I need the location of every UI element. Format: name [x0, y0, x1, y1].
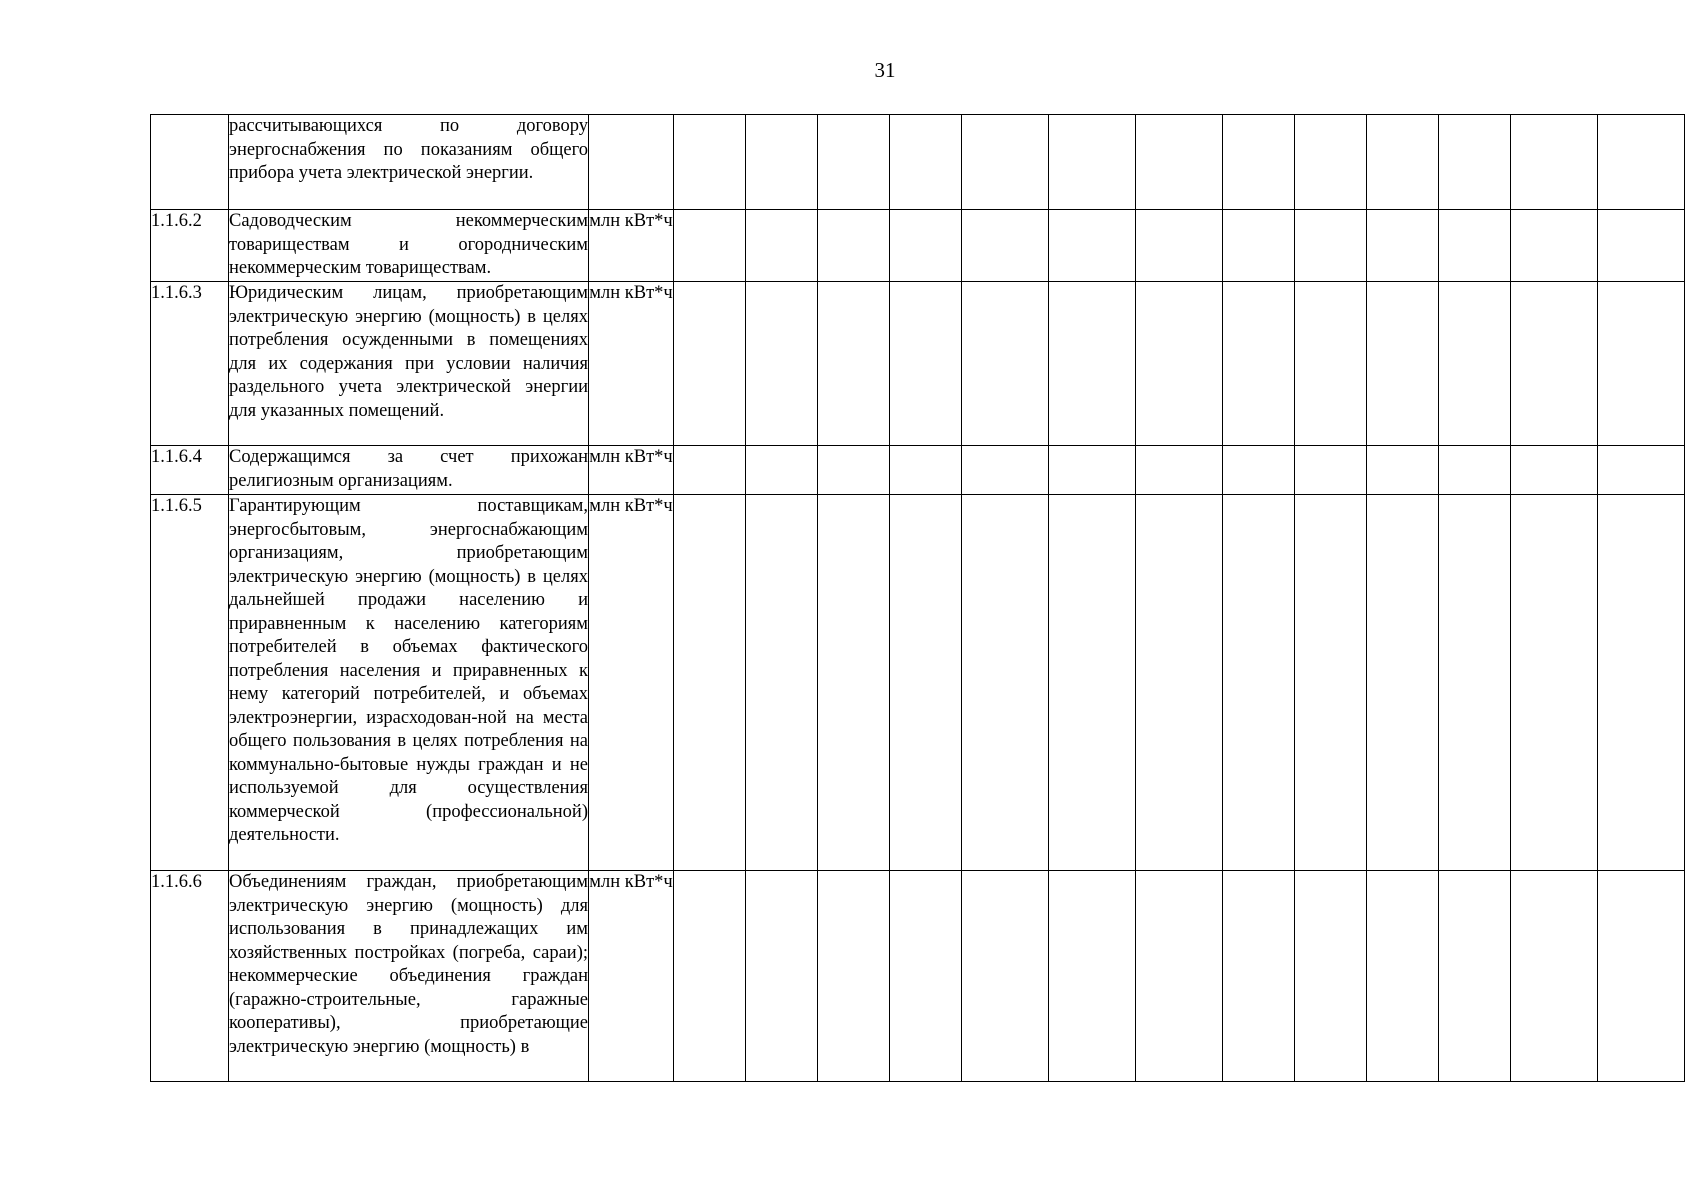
empty-cell — [1295, 446, 1367, 495]
empty-cell — [1136, 115, 1223, 210]
empty-cell — [1223, 210, 1295, 282]
empty-cell — [1367, 282, 1439, 446]
row-description — [229, 871, 589, 1082]
row-unit — [589, 115, 674, 210]
empty-cell — [746, 446, 818, 495]
empty-cell — [890, 495, 962, 871]
row-unit: млн кВт*ч — [589, 871, 674, 1082]
empty-cell — [1295, 115, 1367, 210]
empty-cell — [962, 282, 1049, 446]
empty-cell — [1367, 871, 1439, 1082]
empty-cell — [890, 282, 962, 446]
empty-cell — [962, 871, 1049, 1082]
empty-cell — [1598, 495, 1685, 871]
empty-cell — [1049, 115, 1136, 210]
empty-cell — [890, 446, 962, 495]
empty-cell — [890, 210, 962, 282]
empty-cell — [818, 115, 890, 210]
data-table — [150, 114, 1685, 1082]
table-row — [151, 210, 1685, 282]
empty-cell — [746, 115, 818, 210]
row-description-text: Гарантирующим поставщикам, энергосбытовым, энергоснабжающим организациям, приобретающим электрическую энергию (мощность) в целях дальнейшей продажи населению и приравненным к населению категориям потребителей в объемах фактического потребления населения и приравненных к нему категорий потребителей, и объемах электроэнергии, израсходован-ной на места общего пользования в целях потребления на коммунально-бытовые нужды граждан и не используемой для осуществления коммерческой (профессиональной) деятельности. — [229, 496, 588, 845]
empty-cell — [1049, 282, 1136, 446]
empty-cell — [818, 446, 890, 495]
empty-cell — [1439, 446, 1511, 495]
empty-cell — [1511, 210, 1598, 282]
table-row — [151, 115, 1685, 210]
empty-cell — [1295, 495, 1367, 871]
row-unit: млн кВт*ч — [589, 446, 674, 495]
empty-cell — [1598, 282, 1685, 446]
empty-cell — [746, 871, 818, 1082]
empty-cell — [1136, 446, 1223, 495]
row-code — [151, 115, 229, 210]
row-description-text: Содержащимся за счет прихожан религиозным организациям. — [229, 447, 588, 491]
empty-cell — [1049, 210, 1136, 282]
empty-cell — [1511, 495, 1598, 871]
row-description — [229, 495, 589, 871]
row-description — [229, 115, 589, 210]
empty-cell — [1049, 495, 1136, 871]
row-code: 1.1.6.3 — [151, 282, 229, 446]
empty-cell — [818, 495, 890, 871]
empty-cell — [1295, 210, 1367, 282]
empty-cell — [1295, 282, 1367, 446]
empty-cell — [746, 282, 818, 446]
empty-cell — [962, 495, 1049, 871]
empty-cell — [1136, 210, 1223, 282]
empty-cell — [1367, 115, 1439, 210]
empty-cell — [674, 115, 746, 210]
row-code: 1.1.6.5 — [151, 495, 229, 871]
table-row — [151, 282, 1685, 446]
row-description-text: Объединениям граждан, приобретающим электрическую энергию (мощность) для использования в принадлежащих им хозяйственных постройках (погреба, сараи); некоммерческие объединения граждан (гаражно-строительные, гаражные кооперативы), приобретающие электрическую энергию (мощность) в — [229, 872, 588, 1057]
row-description — [229, 282, 589, 446]
empty-cell — [746, 495, 818, 871]
empty-cell — [1223, 282, 1295, 446]
table-row — [151, 495, 1685, 871]
empty-cell — [1367, 446, 1439, 495]
empty-cell — [1223, 446, 1295, 495]
row-description — [229, 446, 589, 495]
empty-cell — [1136, 495, 1223, 871]
empty-cell — [890, 871, 962, 1082]
empty-cell — [962, 446, 1049, 495]
row-code: 1.1.6.6 — [151, 871, 229, 1082]
empty-cell — [890, 115, 962, 210]
empty-cell — [1367, 495, 1439, 871]
empty-cell — [962, 115, 1049, 210]
empty-cell — [746, 210, 818, 282]
empty-cell — [1511, 871, 1598, 1082]
empty-cell — [1511, 282, 1598, 446]
empty-cell — [818, 871, 890, 1082]
empty-cell — [1049, 871, 1136, 1082]
empty-cell — [1511, 115, 1598, 210]
empty-cell — [1511, 446, 1598, 495]
empty-cell — [1136, 282, 1223, 446]
row-unit: млн кВт*ч — [589, 495, 674, 871]
empty-cell — [674, 871, 746, 1082]
empty-cell — [818, 282, 890, 446]
empty-cell — [1223, 871, 1295, 1082]
empty-cell — [674, 282, 746, 446]
empty-cell — [1598, 871, 1685, 1082]
row-description-text: Садоводческим некоммерческим товариществам и огородническим некоммерческим товариществам. — [229, 211, 588, 278]
empty-cell — [1439, 871, 1511, 1082]
empty-cell — [1598, 115, 1685, 210]
row-code: 1.1.6.2 — [151, 210, 229, 282]
empty-cell — [962, 210, 1049, 282]
row-description-text: Юридическим лицам, приобретающим электрическую энергию (мощность) в целях потребления осужденными в помещениях для их содержания при условии наличия раздельного учета электрической энергии для указанных помещений. — [229, 283, 588, 421]
row-unit: млн кВт*ч — [589, 282, 674, 446]
empty-cell — [1439, 495, 1511, 871]
empty-cell — [1223, 115, 1295, 210]
empty-cell — [674, 495, 746, 871]
empty-cell — [674, 210, 746, 282]
empty-cell — [1439, 115, 1511, 210]
row-description — [229, 210, 589, 282]
empty-cell — [1295, 871, 1367, 1082]
row-description-text: рассчитывающихся по договору энергоснабжения по показаниям общего прибора учета электрической энергии. — [229, 116, 588, 183]
table-row — [151, 871, 1685, 1082]
empty-cell — [1439, 210, 1511, 282]
empty-cell — [1223, 495, 1295, 871]
empty-cell — [1367, 210, 1439, 282]
empty-cell — [1439, 282, 1511, 446]
empty-cell — [674, 446, 746, 495]
page-number: 31 — [874, 58, 896, 82]
empty-cell — [818, 210, 890, 282]
table-row — [151, 446, 1685, 495]
row-code: 1.1.6.4 — [151, 446, 229, 495]
empty-cell — [1136, 871, 1223, 1082]
empty-cell — [1598, 210, 1685, 282]
row-unit: млн кВт*ч — [589, 210, 674, 282]
empty-cell — [1598, 446, 1685, 495]
empty-cell — [1049, 446, 1136, 495]
